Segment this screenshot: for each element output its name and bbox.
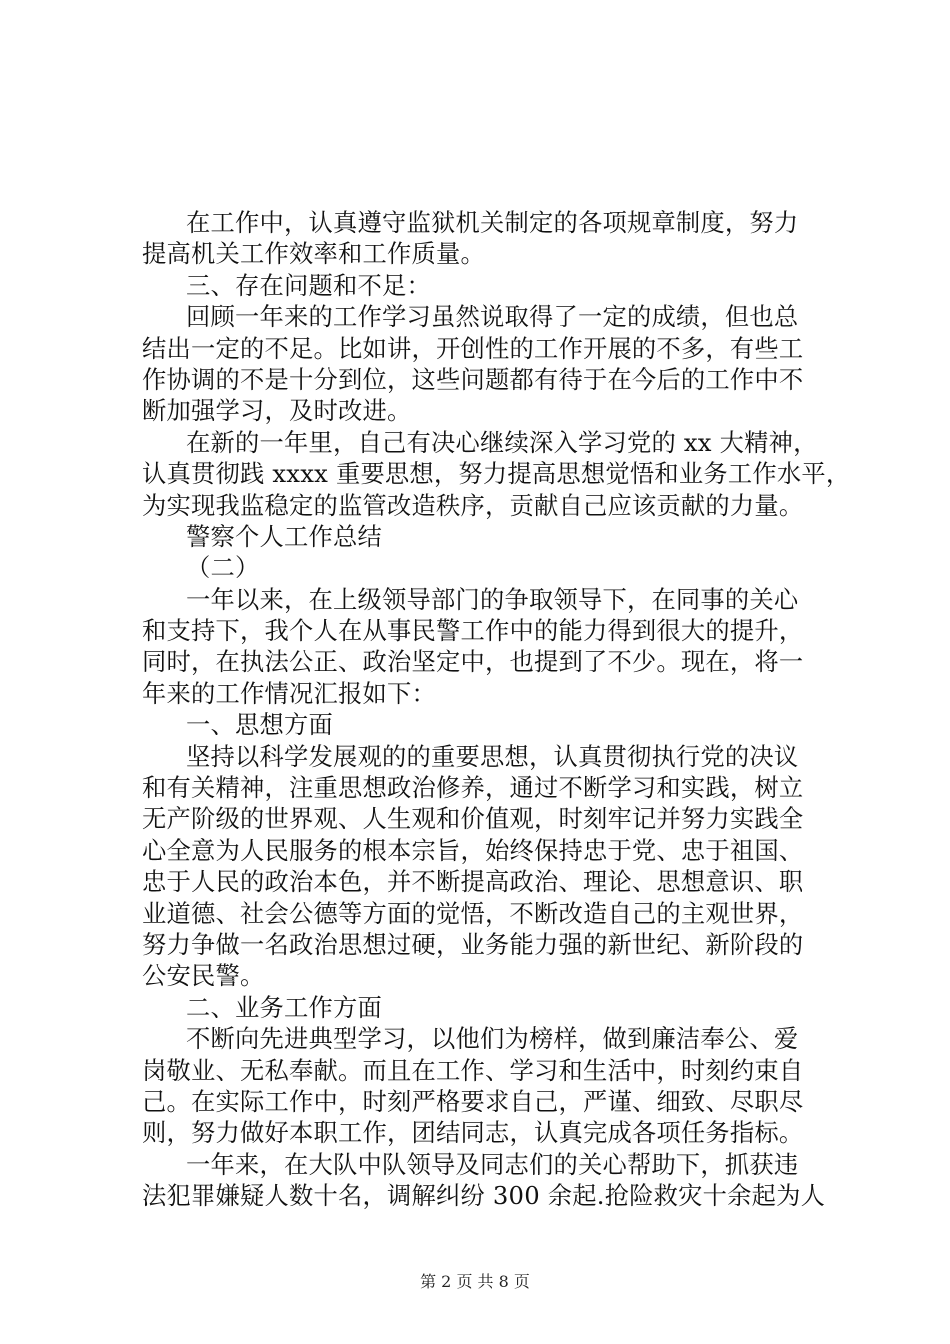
text-line: 断加强学习，及时改进。	[142, 396, 412, 426]
text-line: 一年来，在大队中队领导及同志们的关心帮助下，抓获违	[186, 1149, 799, 1179]
text-line: 业道德、社会公德等方面的觉悟，不断改造自己的主观世界，	[142, 898, 804, 928]
text-line: 坚持以科学发展观的的重要思想，认真贯彻执行党的决议	[186, 741, 799, 771]
text-line: 法犯罪嫌疑人数十名，调解纠纷 300 余起.抢险救灾十余起为人	[142, 1181, 826, 1211]
page-footer	[0, 1272, 950, 1292]
text-line: 己。在实际工作中，时刻严格要求自己，严谨、细致、尽职尽	[142, 1086, 804, 1116]
text-line: 努力争做一名政治思想过硬，业务能力强的新世纪、新阶段的	[142, 929, 804, 959]
text-line: 警察个人工作总结	[186, 521, 382, 551]
text-line: 岗敬业、无私奉献。而且在工作、学习和生活中，时刻约束自	[142, 1055, 804, 1085]
text-line: 不断向先进典型学习，以他们为榜样，做到廉洁奉公、爱	[186, 1024, 799, 1054]
text-line: 公安民警。	[142, 961, 265, 991]
text-line: 认真贯彻践 xxxx 重要思想，努力提高思想觉悟和业务工作水平，	[142, 459, 851, 489]
text-line: 三、存在问题和不足：	[186, 270, 431, 300]
text-line: 结出一定的不足。比如讲，开创性的工作开展的不多，有些工	[142, 333, 804, 363]
page-number-label: 第 2 页 共 8 页	[420, 1272, 530, 1291]
text-line: 二、业务工作方面	[186, 992, 382, 1022]
text-line: 一年以来，在上级领导部门的争取领导下，在同事的关心	[186, 584, 799, 614]
text-line: 心全意为人民服务的根本宗旨，始终保持忠于党、忠于祖国、	[142, 835, 804, 865]
text-line: 作协调的不是十分到位，这些问题都有待于在今后的工作中不	[142, 364, 804, 394]
text-line: 和有关精神，注重思想政治修养，通过不断学习和实践，树立	[142, 773, 804, 803]
text-line: 同时，在执法公正、政治坚定中，也提到了不少。现在，将一	[142, 647, 804, 677]
document-body	[142, 207, 851, 1212]
text-line: 在新的一年里，自己有决心继续深入学习党的 xx 大精神，	[186, 427, 818, 457]
text-line: 在工作中，认真遵守监狱机关制定的各项规章制度，努力	[186, 208, 799, 237]
text-line: 年来的工作情况汇报如下：	[142, 678, 436, 708]
text-line: 为实现我监稳定的监管改造秩序，贡献自己应该贡献的力量。	[142, 490, 804, 520]
text-line: 无产阶级的世界观、人生观和价值观，时刻牢记并努力实践全	[142, 804, 804, 834]
text-line: 则，努力做好本职工作，团结同志，认真完成各项任务指标。	[142, 1118, 804, 1148]
text-line: （二）	[186, 553, 260, 583]
text-line: 提高机关工作效率和工作质量。	[142, 239, 485, 269]
text-line: 忠于人民的政治本色，并不断提高政治、理论、思想意识、职	[142, 867, 804, 897]
text-line: 和支持下，我个人在从事民警工作中的能力得到很大的提升，	[142, 616, 804, 646]
text-line: 回顾一年来的工作学习虽然说取得了一定的成绩，但也总	[186, 302, 799, 332]
text-line: 一、思想方面	[186, 710, 333, 740]
